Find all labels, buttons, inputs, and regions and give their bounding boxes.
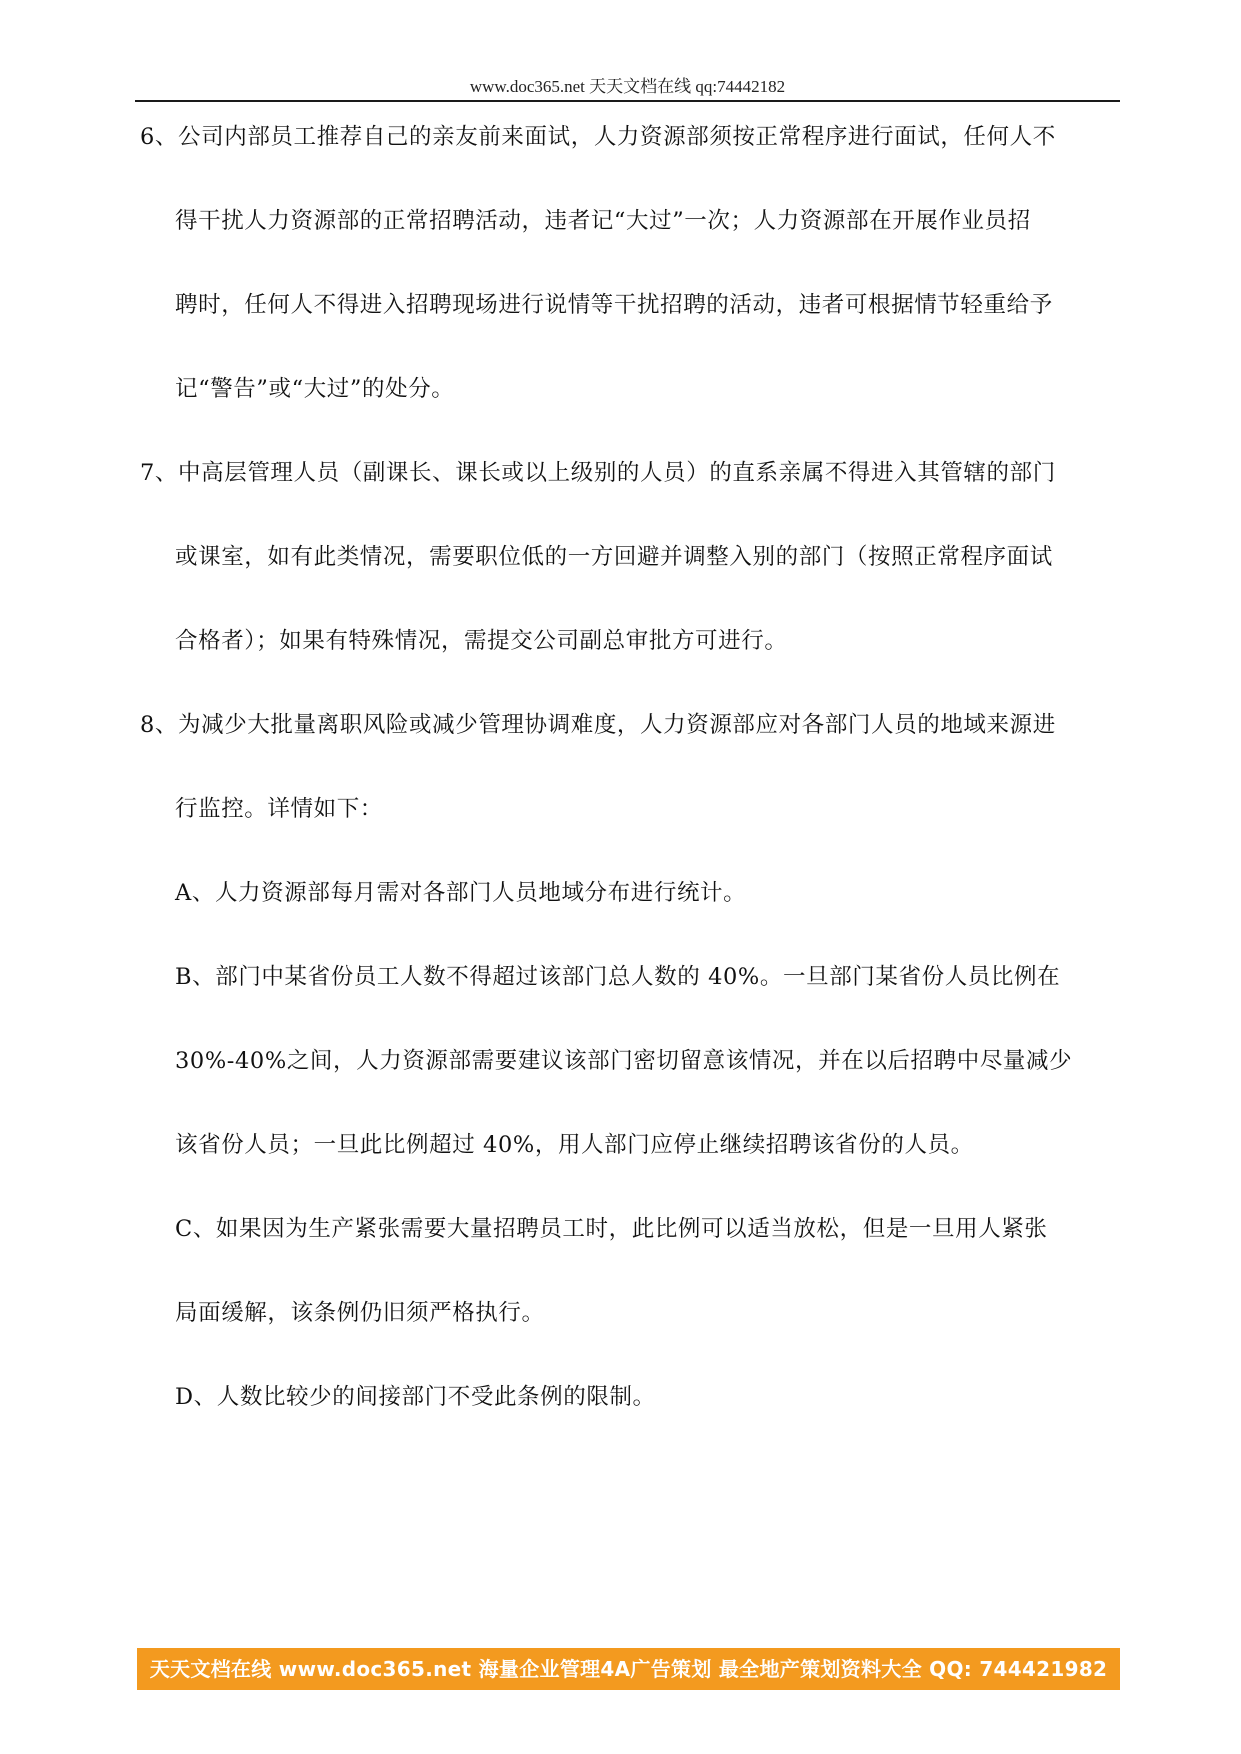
item-c-line-1: C、如果因为生产紧张需要大量招聘员工时，此比例可以适当放松，但是一旦用人紧张	[175, 1216, 1048, 1242]
paragraph-8-line-2: 行监控。详情如下：	[175, 796, 383, 822]
item-d: D、人数比较少的间接部门不受此条例的限制。	[175, 1384, 656, 1410]
paragraph-6-line-3: 聘时，任何人不得进入招聘现场进行说情等干扰招聘的活动，违者可根据情节轻重给予	[175, 292, 1053, 318]
paragraph-7-line-1: 7、中高层管理人员（副课长、课长或以上级别的人员）的直系亲属不得进入其管辖的部门	[140, 460, 1056, 486]
item-a: A、人力资源部每月需对各部门人员地域分布进行统计。	[175, 880, 747, 906]
footer-banner[interactable]: 天天文档在线 www.doc365.net 海量企业管理4A广告策划 最全地产策划资料大全 QQ: 744421982	[137, 1648, 1120, 1690]
header-divider	[135, 100, 1120, 102]
paragraph-7-line-3: 合格者）；如果有特殊情况，需提交公司副总审批方可进行。	[175, 628, 788, 654]
paragraph-8-line-1: 8、为减少大批量离职风险或减少管理协调难度，人力资源部应对各部门人员的地域来源进	[140, 712, 1056, 738]
paragraph-6-line-4: 记“警告”或“大过”的处分。	[175, 376, 455, 402]
paragraph-7-line-2: 或课室，如有此类情况，需要职位低的一方回避并调整入别的部门（按照正常程序面试	[175, 544, 1053, 570]
paragraph-6-line-1: 6、公司内部员工推荐自己的亲友前来面试，人力资源部须按正常程序进行面试，任何人不	[140, 124, 1056, 150]
item-c-line-2: 局面缓解，该条例仍旧须严格执行。	[175, 1300, 545, 1326]
paragraph-6-line-2: 得干扰人力资源部的正常招聘活动，违者记“大过”一次；人力资源部在开展作业员招	[175, 208, 1031, 234]
item-b-line-3: 该省份人员；一旦此比例超过 40%，用人部门应停止继续招聘该省份的人员。	[175, 1132, 974, 1158]
page-header: www.doc365.net 天天文档在线 qq:74442182	[469, 77, 786, 96]
item-b-line-2: 30%-40%之间，人力资源部需要建议该部门密切留意该情况，并在以后招聘中尽量减少	[175, 1048, 1073, 1074]
item-b-line-1: B、部门中某省份员工人数不得超过该部门总人数的 40%。一旦部门某省份人员比例在	[175, 964, 1061, 990]
